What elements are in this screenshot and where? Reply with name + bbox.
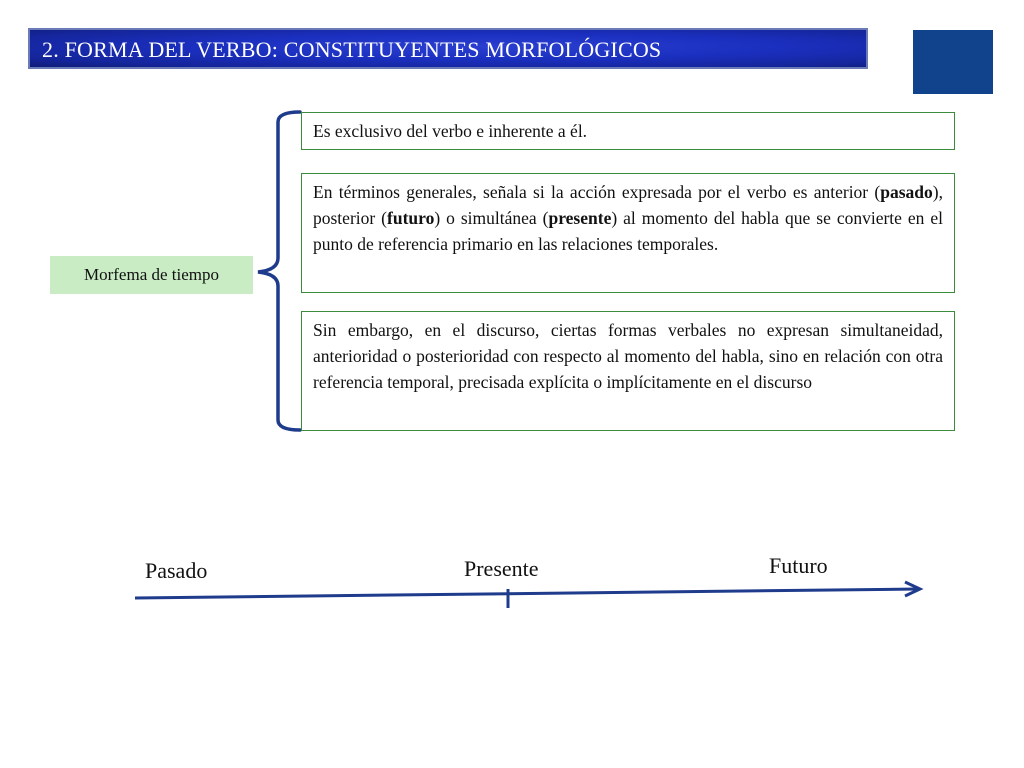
timeline-label-past: Pasado: [145, 558, 208, 583]
timeline-label-present: Presente: [464, 556, 539, 581]
description-2-text-a: En términos generales, señala si la acción expresada por el verbo es anterior (: [313, 182, 881, 202]
description-2-bold-pasado: pasado: [880, 182, 933, 202]
description-box-3: [301, 311, 955, 431]
description-box-1: [301, 112, 955, 150]
curly-brace: [258, 112, 300, 430]
timeline-line: [135, 589, 918, 598]
description-3-text: Sin embargo, en el discurso, ciertas formas verbales no expresan simultaneidad, anterioridad o posterioridad con respecto al momento del habla, sino en relación con otra referencia temporal, precisada explícita o implícitamente en el discurso: [313, 320, 943, 392]
description-2-text-c: ) o simultánea (: [434, 208, 549, 228]
slide-title: 2. FORMA DEL VERBO: CONSTITUYENTES MORFOLÓGICOS: [42, 37, 662, 62]
description-box-2: [301, 173, 955, 293]
description-2-bold-futuro: futuro: [387, 208, 435, 228]
description-2-bold-presente: presente: [548, 208, 612, 228]
description-2-text-d: ) al momento del habla que se convierte en el punto de referencia primario en las relaciones temporales.: [313, 208, 944, 254]
description-2-text-b: ), posterior (: [313, 182, 943, 228]
timeline-label-future: Futuro: [769, 553, 828, 578]
description-1-text: Es exclusivo del verbo e inherente a él.: [313, 121, 588, 141]
morfema-de-tiempo-box: Morfema de tiempo: [50, 256, 253, 294]
